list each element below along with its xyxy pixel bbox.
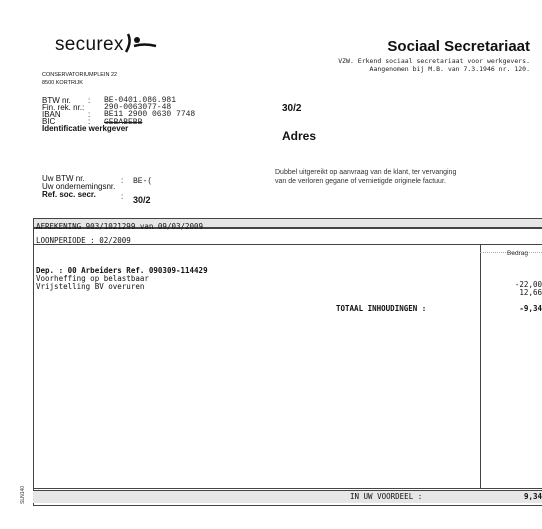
total-amount: -9,34 [519,304,542,313]
client-ondernemingsnr-label: Uw ondernemingsnr. [42,182,116,191]
footer-label: IN UW VOORDEEL : [350,492,423,501]
fin-rek-label: Fin. rek. nr.: [42,103,85,112]
recipient-ref-code: 30/2 [282,103,302,114]
amount-header: Bedrag [507,250,528,257]
period-line: LOONPERIODE : 02/2009 [36,236,131,245]
page-title: Sociaal Secretariaat [387,38,530,55]
statement-footer-band [33,490,542,503]
company-street: CONSERVATORIUMPLEIN 22 [42,72,118,78]
client-btw-label: Uw BTW nr. [42,174,85,183]
btw-value: BE-0401.086.981 [104,96,177,105]
iban-label: IBAN [42,110,61,119]
bic-label: BIC [42,117,56,126]
iban-value: BE11 2900 0630 7748 [104,110,196,119]
item-label-1: Voorheffing op belastbaar [36,274,149,283]
total-label: TOTAAL INHOUDINGEN : [336,304,427,313]
settlement-line: AFREKENING 903/1021299 van 09/03/2009 [36,222,204,231]
side-code: SLN140 [20,485,26,504]
footer-divider [33,488,542,489]
item-label-2: Vrijstelling BV overuren [36,282,145,291]
department-line: Dep. : 00 Arbeiders Ref. 090309-114429 [36,266,208,275]
client-ref-value: 30/2 [133,195,151,205]
duplicate-note-line-1: Dubbel uitgereikt op aanvraag van de klant, ter vervanging [275,169,457,176]
duplicate-note-line-2: van de verloren gegane of vernietigde originele factuur. [275,178,446,185]
btw-label: BTW nr. [42,96,71,105]
bic-value: GEBABEBB [104,118,143,127]
item-amount-1: -22,00 [514,280,542,289]
subtitle-line-2: Aangenomen bij M.B. van 7.3.1946 nr. 120. [369,65,530,73]
client-ref-label: Ref. soc. secr. [42,190,96,199]
subtitle-line-1: VZW. Erkend sociaal secretariaat voor werkgevers. [338,57,530,65]
footer-amount: 9,34 [523,492,542,501]
amount-column-divider [480,244,481,488]
company-city: 8500 KORTRIJK [42,80,83,86]
recipient-address-label: Adres [282,129,317,143]
employer-id-label: Identificatie werkgever [42,124,129,133]
item-amount-2: 12,66 [519,288,542,297]
securex-logo-text: securex [55,34,124,55]
securex-logo-icon [122,32,158,54]
fin-rek-value: 290-0063077-48 [104,103,172,112]
client-btw-value: BE-( [133,177,153,186]
